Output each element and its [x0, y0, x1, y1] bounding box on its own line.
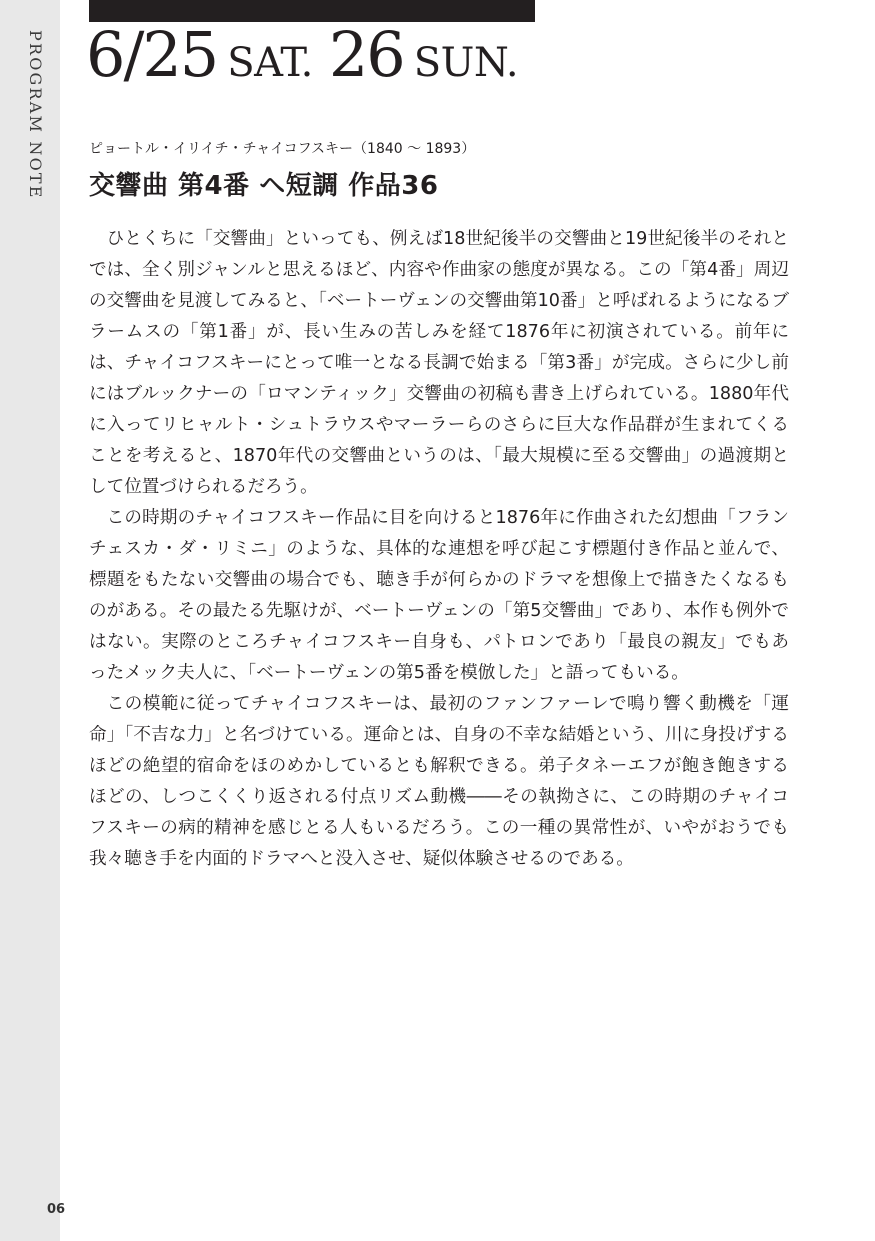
date-first: 6/25: [86, 18, 218, 91]
day-second: SUN.: [413, 40, 519, 86]
paragraph: この模範に従ってチャイコフスキーは、最初のファンファーレで鳴り響く動機を「運命」「不吉な力」と名づけている。運命とは、自身の不幸な結婚という、川に身投げするほどの絶望的宿命をほのめかしているとも解釈できる。弟子タネーエフが飽き飽きするほどの、しつこくくり返される付点リズム動機――その執拗さに、この時期のチャイコフスキーの病的精神を感じとる人もいるだろう。この一種の異常性が、いやがおうでも我々聴き手を内面的ドラマへと没入させ、疑似体験させるのである。: [89, 694, 789, 869]
work-title: 交響曲 第4番 ヘ短調 作品36: [89, 171, 439, 201]
section-label: PROGRAM NOTE: [26, 30, 45, 200]
page-number: 06: [47, 1202, 66, 1217]
paragraph: ひとくちに「交響曲」といっても、例えば18世紀後半の交響曲と19世紀後半のそれとでは、全く別ジャンルと思えるほど、内容や作曲家の態度が異なる。この「第4番」周辺の交響曲を見渡してみると、「ベートーヴェンの交響曲第10番」と呼ばれるようになるブラームスの「第1番」が、長い生みの苦しみを経て1876年に初演されている。前年には、チャイコフスキーにとって唯一となる長調で始まる「第3番」が完成。さらに少し前にはブルックナーの「ロマンティック」交響曲の初稿も書き上げられている。1880年代に入ってリヒャルト・シュトラウスやマーラーらのさらに巨大な作品群が生まれてくることを考えると、1870年代の交響曲というのは、「最大規模に至る交響曲」の過渡期として位置づけられるだろう。: [89, 229, 789, 497]
day-first: SAT.: [227, 40, 313, 86]
sidebar: [0, 0, 66, 1241]
paragraph: この時期のチャイコフスキー作品に目を向けると1876年に作曲された幻想曲「フランチェスカ・ダ・リミニ」のような、具体的な連想を呼び起こす標題付き作品と並んで、標題をもたない交響曲の場合でも、聴き手が何らかのドラマを想像上で描きたくなるものがある。その最たる先駆けが、ベートーヴェンの「第5交響曲」であり、本作も例外ではない。実際のところチャイコフスキー自身も、パトロンであり「最良の親友」でもあったメック夫人に、「ベートーヴェンの第5番を模倣した」と語ってもいる。: [89, 508, 789, 683]
program-note-body: [89, 224, 789, 875]
date-second: 26: [328, 18, 404, 91]
composer-name: ピョートル・イリイチ・チャイコフスキー（1840 〜 1893）: [89, 141, 476, 157]
concert-date-heading: [86, 18, 519, 91]
